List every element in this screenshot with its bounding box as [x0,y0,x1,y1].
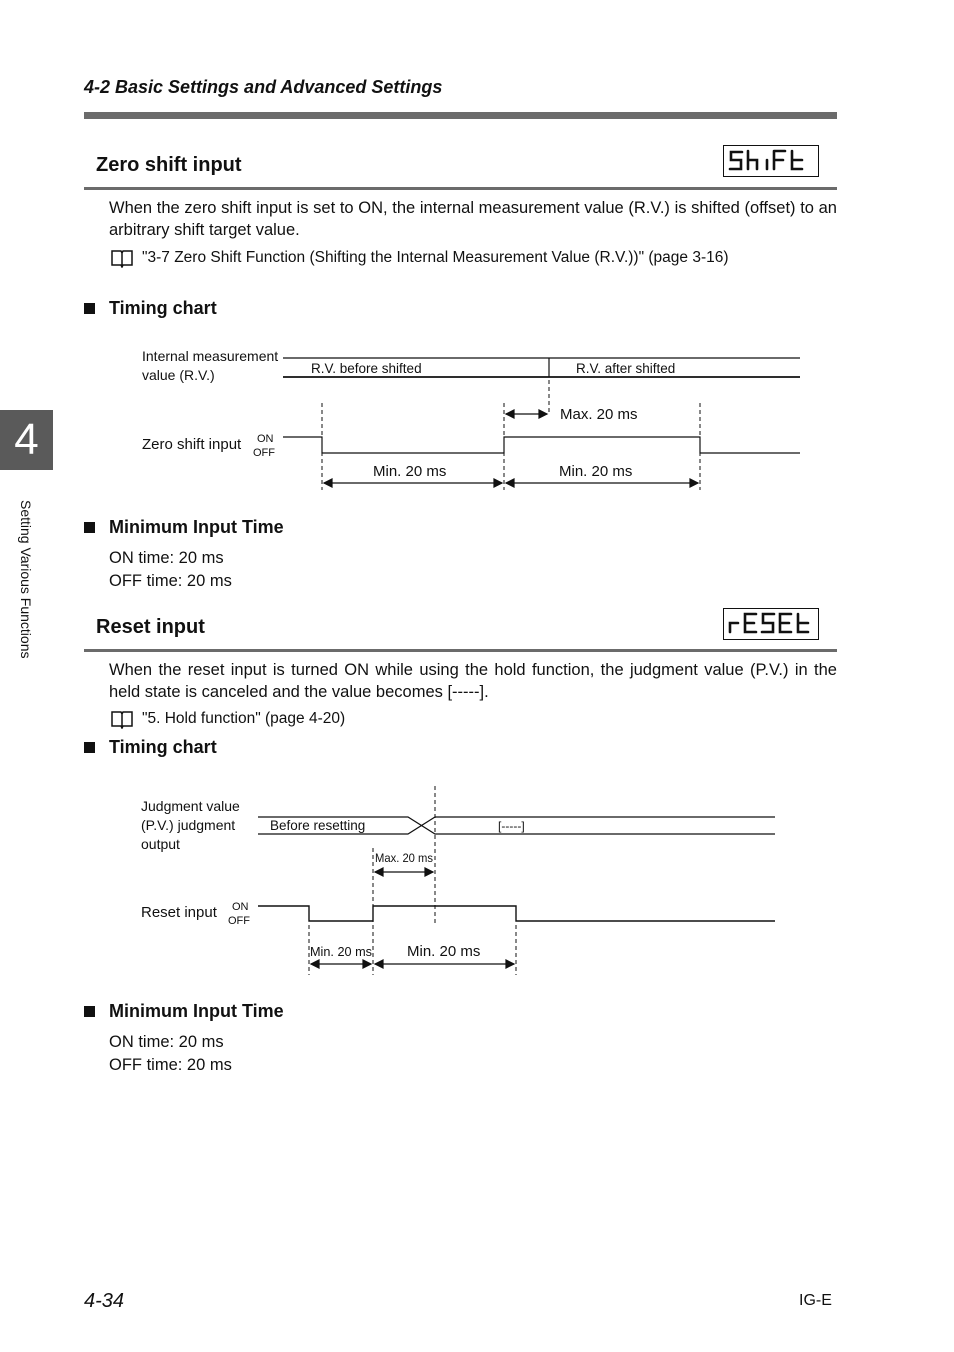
chapter-side-label [14,500,36,710]
bullet-square-icon [84,742,95,753]
reset-min-heading-text: Minimum Input Time [109,1001,284,1021]
rs-pv-label-2: (P.V.) judgment [141,817,236,833]
rs-max-label: Max. 20 ms [375,851,433,865]
zero-shift-timing-chart [0,330,954,500]
zero-shift-reference-text: "3-7 Zero Shift Function (Shifting the Internal Measurement Value (R.V.))" (page 3-16) [142,249,729,266]
bullet-square-icon [84,1006,95,1017]
reset-reference-text: "5. Hold function" (page 4-20) [142,710,346,727]
zs-on-label: ON [257,433,274,445]
reset-min-heading [84,1001,284,1022]
zs-rv-label-1: Internal measurement [142,348,279,364]
reset-reference[interactable] [110,709,345,729]
seven-segment-shift-icon [724,146,817,175]
reset-title: Reset input [96,616,205,638]
seven-segment-reset-icon [724,609,817,638]
reset-on-time: ON time: 20 ms [109,1033,224,1051]
running-header: 4-2 Basic Settings and Advanced Settings [84,77,443,97]
reset-off-time: OFF time: 20 ms [109,1056,232,1074]
rs-off-label: OFF [228,915,250,927]
zero-shift-description: When the zero shift input is set to ON, the internal measurement value (R.V.) is shifted (offset) to an arbitrary shift target value. [109,199,837,239]
rs-min-label-2: Min. 20 ms [407,943,481,960]
rs-pv-label-3: output [141,836,180,852]
zs-min-label-1: Min. 20 ms [373,463,447,480]
zero-shift-reference[interactable] [110,248,729,268]
zero-shift-on-time: ON time: 20 ms [109,549,224,567]
chapter-tab: 4 [0,410,53,470]
header-rule [84,112,837,119]
zs-off-label: OFF [253,447,275,459]
rs-before-label: Before resetting [270,818,366,833]
zs-input-label: Zero shift input [142,436,242,453]
reset-rule [84,649,837,652]
page-number: 4-34 [84,1290,125,1312]
manual-book-icon [110,709,134,729]
zero-shift-title: Zero shift input [96,154,242,176]
bullet-square-icon [84,522,95,533]
zs-rv-after: R.V. after shifted [576,361,676,376]
reset-timing-chart [0,780,954,985]
zero-shift-min-heading [84,517,284,538]
document-code: IG-E [799,1292,832,1309]
zs-rv-before: R.V. before shifted [311,361,422,376]
bullet-square-icon [84,303,95,314]
reset-timing-heading-text: Timing chart [109,737,217,757]
zs-rv-label-2: value (R.V.) [142,367,215,383]
zs-max-label: Max. 20 ms [560,406,638,423]
rs-min-label-1: Min. 20 ms [310,944,373,959]
reset-description: When the reset input is turned ON while using the hold function, the judgment value (P.V.) in the held state is canceled and the value becomes [-----]. [109,661,837,701]
reset-timing-heading [84,737,217,758]
zero-shift-rule [84,187,837,190]
zero-shift-timing-heading [84,298,217,319]
manual-book-icon [110,248,134,268]
reset-display-code [723,608,819,640]
zero-shift-min-heading-text: Minimum Input Time [109,517,284,537]
rs-pv-label-1: Judgment value [141,798,240,814]
zero-shift-display-code [723,145,819,177]
rs-input-label: Reset input [141,904,217,921]
chapter-side-label-text: Setting Various Functions [18,500,34,659]
rs-after-label: [-----] [498,819,525,833]
zero-shift-off-time: OFF time: 20 ms [109,572,232,590]
zs-min-label-2: Min. 20 ms [559,463,633,480]
rs-on-label: ON [232,901,249,913]
zero-shift-timing-heading-text: Timing chart [109,298,217,318]
